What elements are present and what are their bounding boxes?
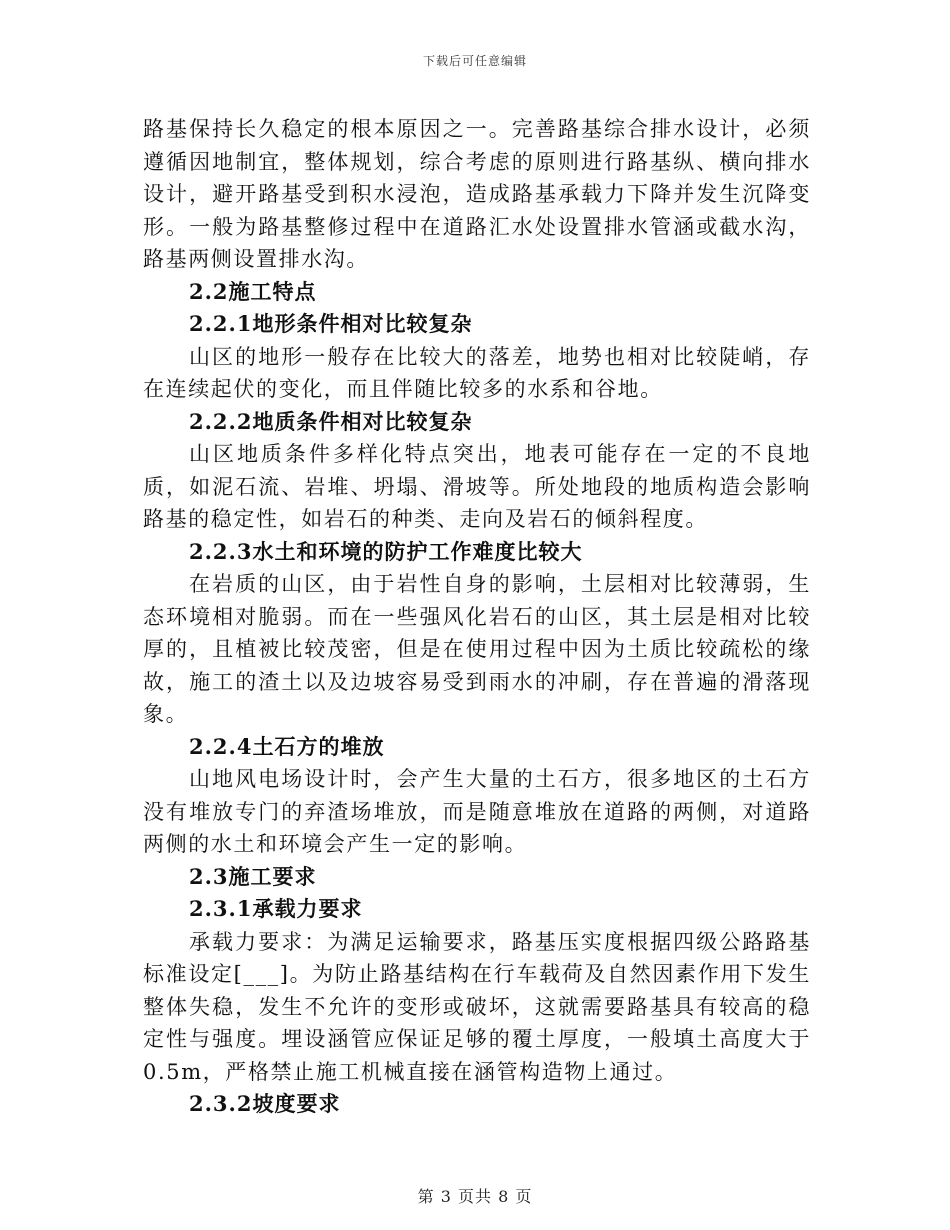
page-header: 下载后可任意编辑 <box>422 54 527 68</box>
heading-2-2: 2.2施工特点 <box>189 278 317 304</box>
paragraph-terrain: 山区的地形一般存在比较大的落差，地势也相对比较陡峭，存在连续起伏的变化，而且伴随比较多的水系和谷地。 <box>143 344 811 401</box>
heading-2-2-4: 2.2.4土石方的堆放 <box>189 733 385 759</box>
heading-2-3: 2.3施工要求 <box>189 863 317 889</box>
document-body <box>143 113 811 1121</box>
paragraph-geology: 山区地质条件多样化特点突出，地表可能存在一定的不良地质，如泥石流、岩堆、坍塌、滑坡等。所处地段的地质构造会影响路基的稳定性，如岩石的种类、走向及岩石的倾斜程度。 <box>143 442 811 531</box>
heading-2-2-1: 2.2.1地形条件相对比较复杂 <box>189 311 473 336</box>
heading-2-2-2: 2.2.2地质条件相对比较复杂 <box>189 408 473 434</box>
heading-2-3-2: 2.3.2坡度要求 <box>189 1091 341 1116</box>
paragraph-drainage-design: 路基保持长久稳定的根本原因之一。完善路基综合排水设计，必须遵循因地制宜，整体规划，综合考虑的原则进行路基纵、横向排水设计，避开路基受到积水浸泡，造成路基承载力下降并发生沉降变形。一般为路基整修过程中在道路汇水处设置排水管涵或截水沟，路基两侧设置排水沟。 <box>143 117 811 271</box>
heading-2-3-1: 2.3.1承载力要求 <box>189 896 363 921</box>
page-number: 第 3 页共 8 页 <box>417 1187 533 1206</box>
heading-2-2-3: 2.2.3水土和环境的防护工作难度比较大 <box>189 538 583 564</box>
paragraph-environment: 在岩质的山区，由于岩性自身的影响，土层相对比较薄弱，生态环境相对脆弱。而在一些强风化岩石的山区，其土层是相对比较厚的，且植被比较茂密，但是在使用过程中因为土质比较疏松的缘故，施工的渣土以及边坡容易受到雨水的冲刷，存在普遍的滑落现象。 <box>143 572 811 726</box>
paragraph-earthwork: 山地风电场设计时，会产生大量的土石方，很多地区的土石方没有堆放专门的弃渣场堆放，而是随意堆放在道路的两侧，对道路两侧的水土和环境会产生一定的影响。 <box>143 767 811 856</box>
paragraph-bearing-capacity: 承载力要求：为满足运输要求，路基压实度根据四级公路路基标准设定[___]。为防止路基结构在行车载荷及自然因素作用下发生整体失稳，发生不允许的变形或破坏，这就需要路基具有较高的稳定性与强度。埋设涵管应保证足够的覆土厚度，一般填土高度大于0.5m，严格禁止施工机械直接在涵管构造物上通过。 <box>143 929 811 1084</box>
